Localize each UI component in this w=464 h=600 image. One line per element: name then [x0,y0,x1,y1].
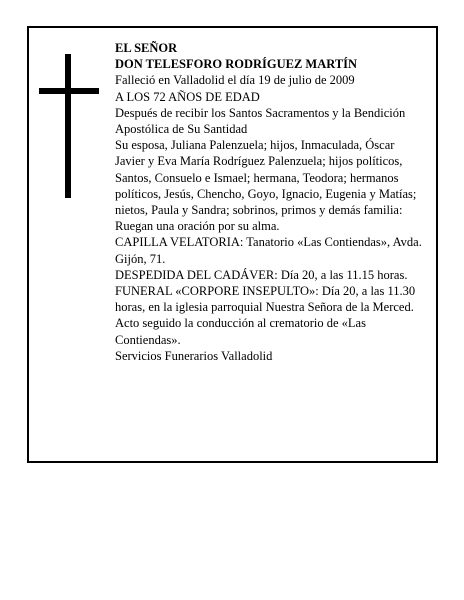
services-text: Servicios Funerarios Valladolid [115,348,273,363]
farewell-text: DESPEDIDA DEL CADÁVER: Día 20, a las 11.15 horas. [115,267,408,282]
obituary-notice [27,26,438,463]
family-text: Su esposa, Juliana Palenzuela; hijos, Inmaculada, Óscar Javier y Eva María Rodríguez Palenzuela; hijos políticos, Santos, Consuelo e Ismael; hermana, Teodora; hermanos políticos, Jesús, Chencho, Goyo, Ignacio, Eugenia y Matías; nietos, Paula y Sandra; sobrinos, primos y demás familia: [115,138,417,218]
deceased-name: DON TELESFORO RODRÍGUEZ MARTÍN [115,57,358,72]
chapel-text: CAPILLA VELATORIA: Tanatorio «Las Contiendas», Avda. Gijón, 71. [115,235,422,266]
title-line: EL SEÑOR [115,41,178,55]
sacraments-text: Después de recibir los Santos Sacramentos y la Bendición Apostólica de Su Santidad [115,105,406,137]
cross-icon [39,54,99,198]
notice-text [115,40,425,364]
death-line: Falleció en Valladolid el día 19 de julio de 2009 [115,73,355,88]
cross-vertical-bar [65,54,71,198]
age-line: A LOS 72 AÑOS DE EDAD [115,89,260,104]
cross-horizontal-bar [39,88,99,94]
funeral-text: FUNERAL «CORPORE INSEPULTO»: Día 20, a las 11.30 horas, en la iglesia parroquial Nuestra Señora de la Merced. Acto seguido la conducción al crematorio de «Las Contiendas». [115,284,416,347]
prayer-text: Ruegan una oración por su alma. [115,219,280,234]
